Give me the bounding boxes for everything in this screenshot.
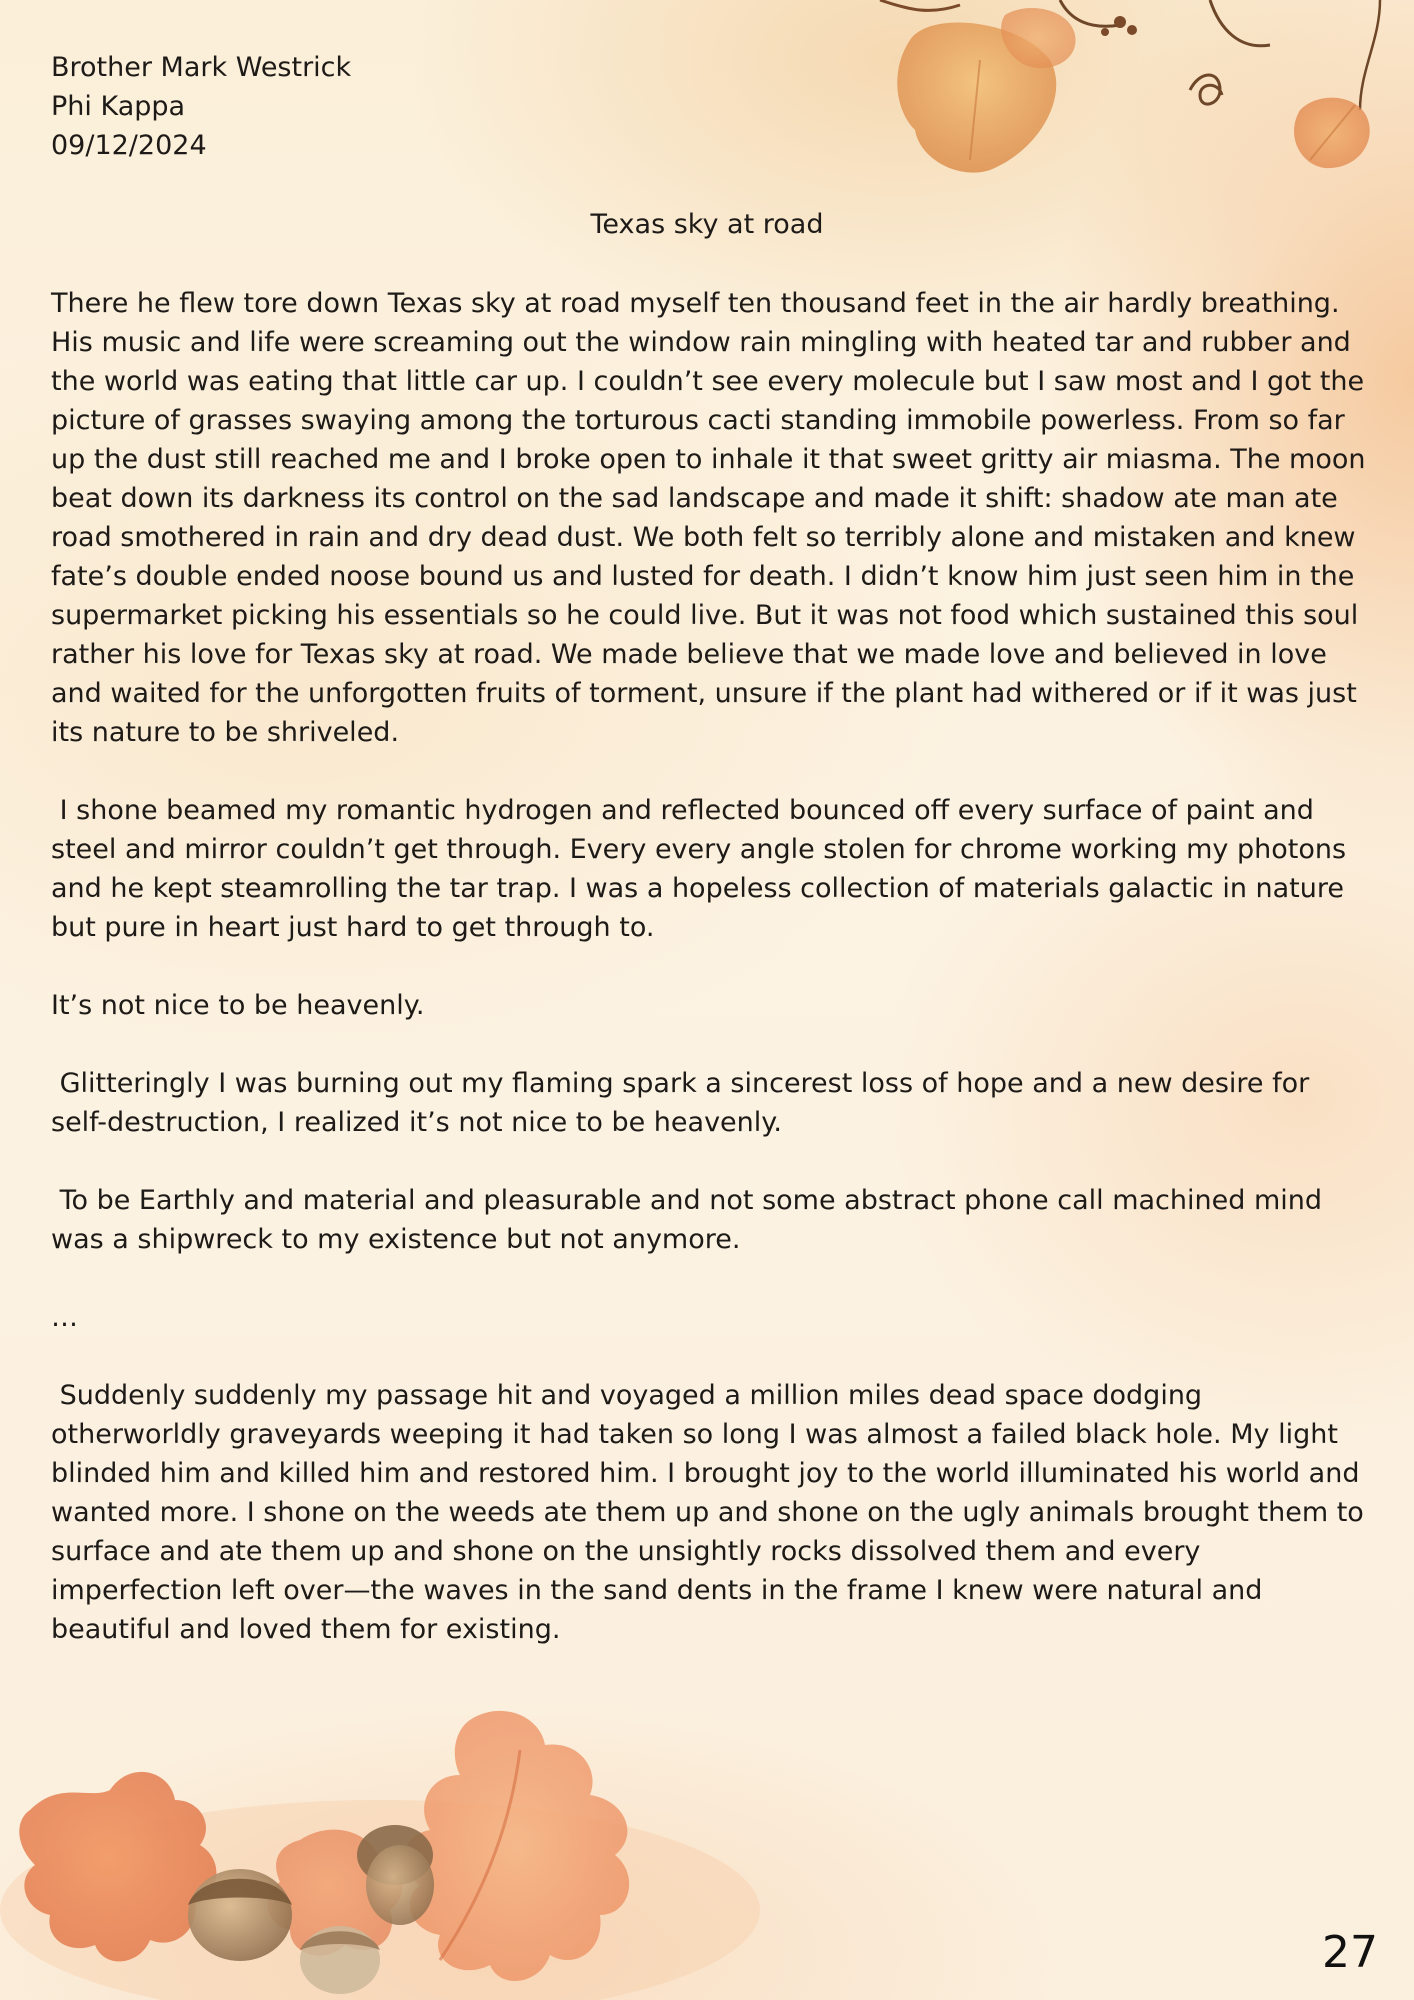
paragraph: There he flew tore down Texas sky at road myself ten thousand feet in the air hardly breathing. His music and life were screaming out the window rain mingling with heated tar and rubber and the world was eating that little car up. I couldn’t see every molecule but I saw most and I got the picture of grasses swaying among the torturous cacti standing immobile powerless. From so far up the dust still reached me and I broke open to inhale it that sweet gritty air miasma. The moon beat down its darkness its control on the sad landscape and made it shift: shadow ate man ate road smothered in rain and dry dead dust. We both felt so terribly alone and mistaken and knew fate’s double ended noose bound us and lusted for death. I didn’t know him just seen him in the supermarket picking his essentials so he could live. But it was not food which sustained this soul rather his love for Texas sky at road. We made believe that we made love and believed in love and waited for the unforgotten fruits of torment, unsure if the plant had withered or if it was just its nature to be shriveled. bbox=[51, 288, 1375, 748]
paragraph: To be Earthly and material and pleasurable and not some abstract phone call machined mind was a shipwreck to my existence but not anymore. bbox=[51, 1185, 1331, 1255]
paragraph: … bbox=[51, 1302, 78, 1333]
author-header bbox=[51, 48, 351, 165]
oak-leaves-acorns-icon bbox=[0, 1660, 820, 2000]
poem-title: Texas sky at road bbox=[590, 209, 824, 240]
chapter-name: Phi Kappa bbox=[51, 91, 186, 122]
page-number: 27 bbox=[1322, 1927, 1378, 1978]
poem-body bbox=[51, 284, 1375, 1649]
author-name: Brother Mark Westrick bbox=[51, 52, 352, 83]
autumn-leaves-top-icon bbox=[820, 0, 1414, 240]
paragraph: I shone beamed my romantic hydrogen and reflected bounced off every surface of paint and steel and mirror couldn’t get through. Every every angle stolen for chrome working my photons and he kept steamrolling the tar trap. I was a hopeless collection of materials galactic in nature but pure in heart just hard to get through to. bbox=[51, 795, 1355, 943]
paragraph: It’s not nice to be heavenly. bbox=[51, 990, 425, 1021]
date: 09/12/2024 bbox=[51, 130, 207, 161]
paragraph: Suddenly suddenly my passage hit and voyaged a million miles dead space dodging otherworldly graveyards weeping it had taken so long I was almost a failed black hole. My light blinded him and killed him and restored him. I brought joy to the world illuminated his world and wanted more. I shone on the weeds ate them up and shone on the ugly animals brought them to surface and ate them up and shone on the unsightly rocks dissolved them and every imperfection left over—the waves in the sand dents in the frame I knew were natural and beautiful and loved them for existing. bbox=[51, 1380, 1373, 1645]
paragraph: Glitteringly I was burning out my flaming spark a sincerest loss of hope and a new desire for self-destruction, I realized it’s not nice to be heavenly. bbox=[51, 1068, 1318, 1138]
